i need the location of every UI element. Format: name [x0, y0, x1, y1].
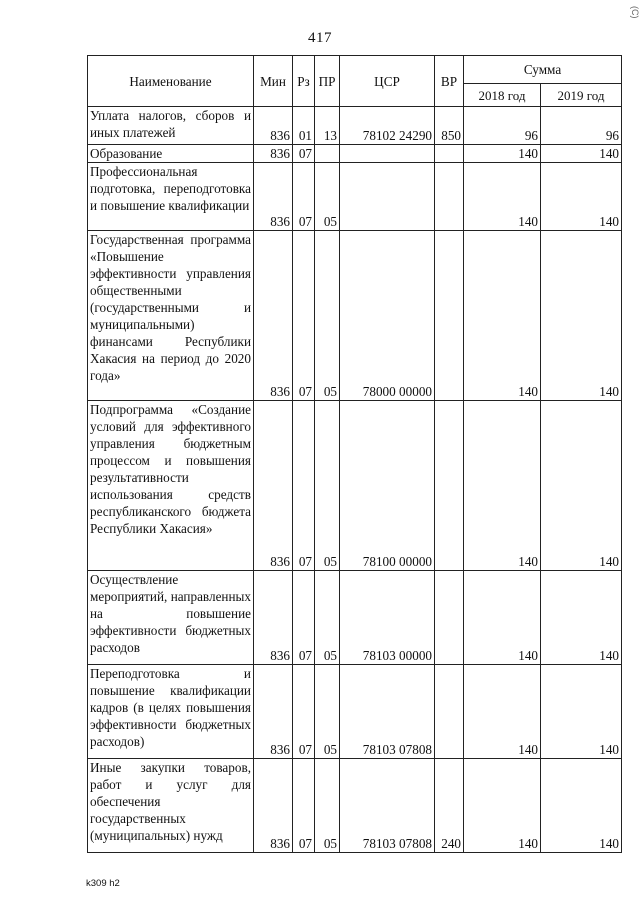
row-sum-2019: 96 — [541, 107, 622, 145]
row-name: Государственная программа «Повышение эффективности управления общественными (государственными и муниципальными) финансами Республики Хакасия на период до 2020 года» — [88, 231, 254, 401]
row-rz: 07 — [293, 163, 315, 231]
row-csr: 78000 00000 — [340, 231, 435, 401]
footer-code: k309 h2 — [86, 878, 120, 889]
row-sum-2019: 140 — [541, 665, 622, 759]
row-csr: 78103 00000 — [340, 571, 435, 665]
row-sum-2018: 140 — [464, 759, 541, 853]
row-sum-2019: 140 — [541, 401, 622, 571]
row-min: 836 — [254, 231, 293, 401]
header-2019: 2019 год — [541, 84, 622, 107]
header-min: Мин — [254, 56, 293, 107]
row-vr — [435, 145, 464, 163]
row-rz: 07 — [293, 571, 315, 665]
row-min: 836 — [254, 401, 293, 571]
row-sum-2018: 140 — [464, 231, 541, 401]
row-rz: 07 — [293, 665, 315, 759]
row-pr: 05 — [315, 665, 340, 759]
table-row — [88, 401, 622, 571]
row-csr — [340, 163, 435, 231]
row-pr: 05 — [315, 163, 340, 231]
row-sum-2018: 140 — [464, 145, 541, 163]
row-sum-2019: 140 — [541, 231, 622, 401]
row-csr: 78102 24290 — [340, 107, 435, 145]
row-csr — [340, 145, 435, 163]
header-vr: ВР — [435, 56, 464, 107]
row-pr: 05 — [315, 231, 340, 401]
row-pr: 05 — [315, 571, 340, 665]
row-sum-2018: 140 — [464, 163, 541, 231]
table-row — [88, 107, 622, 145]
row-sum-2018: 140 — [464, 571, 541, 665]
header-rz: Рз — [293, 56, 315, 107]
row-csr: 78103 07808 — [340, 759, 435, 853]
row-sum-2018: 140 — [464, 401, 541, 571]
table-row — [88, 571, 622, 665]
row-pr: 05 — [315, 759, 340, 853]
row-csr: 78100 00000 — [340, 401, 435, 571]
header-sum: Сумма — [464, 56, 622, 84]
row-sum-2019: 140 — [541, 145, 622, 163]
header-2018: 2018 год — [464, 84, 541, 107]
row-name: Образование — [88, 145, 254, 163]
budget-table — [87, 55, 622, 853]
row-sum-2019: 140 — [541, 163, 622, 231]
header-row — [88, 56, 622, 84]
row-min: 836 — [254, 107, 293, 145]
table-row — [88, 759, 622, 853]
row-sum-2019: 140 — [541, 759, 622, 853]
header-pr: ПР — [315, 56, 340, 107]
row-min: 836 — [254, 759, 293, 853]
table-row — [88, 145, 622, 163]
table-row — [88, 665, 622, 759]
row-vr — [435, 571, 464, 665]
row-pr: 05 — [315, 401, 340, 571]
row-rz: 07 — [293, 231, 315, 401]
row-csr: 78103 07808 — [340, 665, 435, 759]
row-rz: 01 — [293, 107, 315, 145]
row-vr: 240 — [435, 759, 464, 853]
row-vr: 850 — [435, 107, 464, 145]
row-rz: 07 — [293, 145, 315, 163]
header-csr: ЦСР — [340, 56, 435, 107]
row-pr: 13 — [315, 107, 340, 145]
row-min: 836 — [254, 665, 293, 759]
table-row — [88, 231, 622, 401]
row-pr — [315, 145, 340, 163]
row-vr — [435, 231, 464, 401]
row-min: 836 — [254, 145, 293, 163]
header-name: Наименование — [88, 56, 254, 107]
row-name: Переподготовка и повышение квалификации кадров (в целях повышения эффективности бюджетных расходов) — [88, 665, 254, 759]
row-rz: 07 — [293, 759, 315, 853]
table-row — [88, 163, 622, 231]
row-name: Профессиональная подготовка, переподготовка и повышение квалификации — [88, 163, 254, 231]
row-vr — [435, 665, 464, 759]
row-name: Уплата налогов, сборов и иных платежей — [88, 107, 254, 145]
row-vr — [435, 401, 464, 571]
row-rz: 07 — [293, 401, 315, 571]
page-number: 417 — [308, 30, 332, 46]
margin-mark: (C) — [630, 6, 640, 19]
row-sum-2019: 140 — [541, 571, 622, 665]
row-name: Иные закупки товаров, работ и услуг для обеспечения государственных (муниципальных) нужд — [88, 759, 254, 853]
row-sum-2018: 140 — [464, 665, 541, 759]
row-vr — [435, 163, 464, 231]
row-sum-2018: 96 — [464, 107, 541, 145]
row-name: Подпрограмма «Создание условий для эффективного управления бюджетным процессом и повышения результативности использования средств республиканского бюджета Республики Хакасия» — [88, 401, 254, 571]
row-name: Осуществление мероприятий, направленных на повышение эффективности бюджетных расходов — [88, 571, 254, 665]
row-min: 836 — [254, 163, 293, 231]
row-min: 836 — [254, 571, 293, 665]
